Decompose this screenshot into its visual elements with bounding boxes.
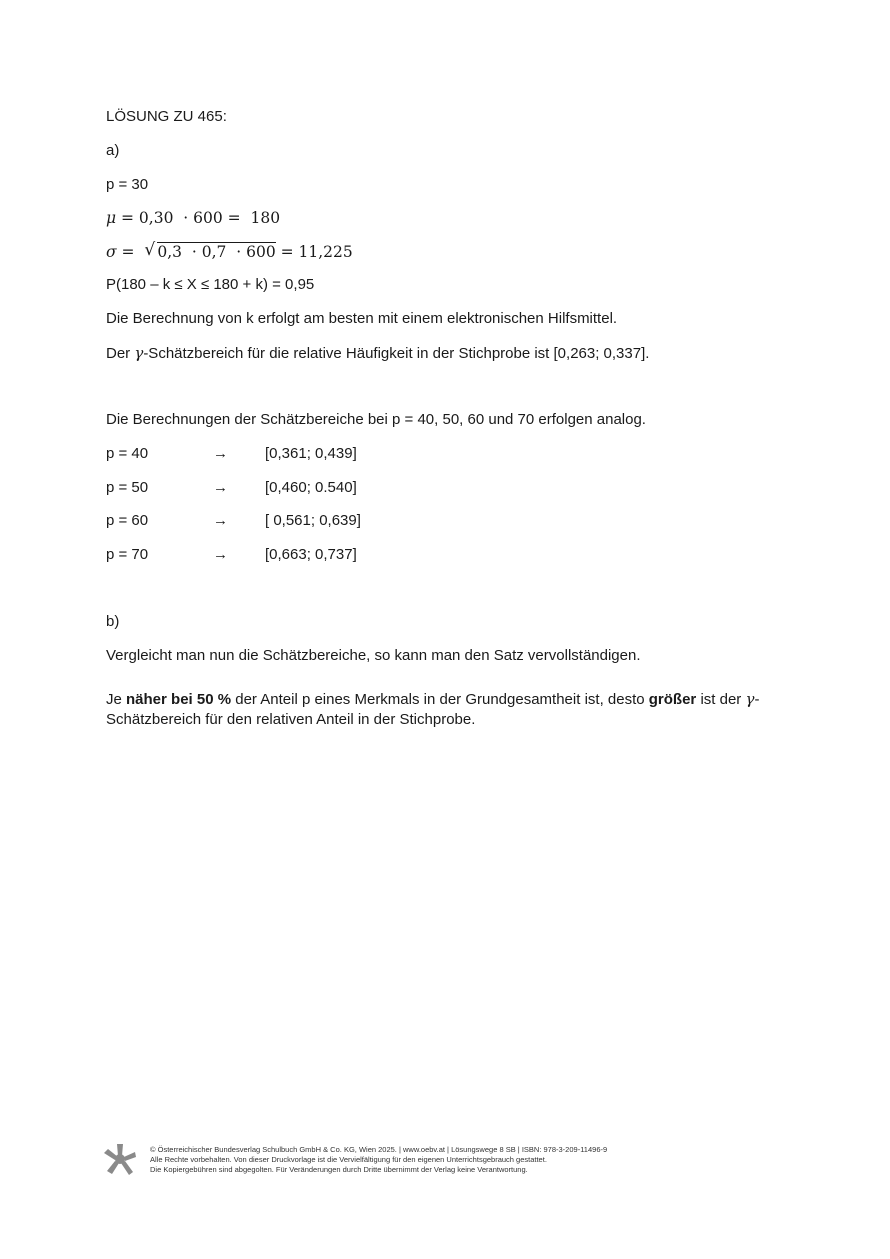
sigma-symbol: σ xyxy=(106,243,117,261)
conclusion-after: ist der xyxy=(696,691,746,708)
arrow-right-icon: → xyxy=(213,479,228,496)
compare-note: Vergleicht man nun die Schätzbereiche, so kann man den Satz vervollständigen. xyxy=(106,647,641,664)
conclusion-line-1 xyxy=(106,689,759,710)
result-row xyxy=(106,511,361,531)
result-row xyxy=(106,478,357,498)
conclusion-line-2: Schätzbereich für den relativen Anteil in der Stichprobe. xyxy=(106,711,476,728)
range-result-pre: Der xyxy=(106,345,135,362)
p-value-line: p = 30 xyxy=(106,176,149,193)
gamma-symbol: γ xyxy=(745,690,755,708)
arrow-right-icon: → xyxy=(213,546,228,563)
sigma-equation-post: = 11,225 xyxy=(275,243,353,261)
result-row xyxy=(106,444,357,464)
part-b-label: b) xyxy=(106,613,120,630)
publisher-logo-icon xyxy=(104,1144,136,1176)
conclusion-bold-larger: größer xyxy=(648,691,697,708)
range-result-post: -Schätzbereich für die relative Häufigkeit in der Stichprobe ist [0,263; 0,337]. xyxy=(143,345,650,362)
radical-sign-icon: √ xyxy=(144,240,156,260)
footer xyxy=(150,1145,607,1175)
square-root xyxy=(144,242,275,262)
mu-equation xyxy=(106,208,280,228)
footer-rights: Alle Rechte vorbehalten. Von dieser Druckvorlage ist die Vervielfältigung für den eigenen Unterrichtsgebrauch gestattet. xyxy=(150,1155,547,1164)
conclusion-mid: der Anteil p eines Merkmals in der Grundgesamtheit ist, desto xyxy=(231,691,649,708)
row-interval: [0,361; 0,439] xyxy=(265,445,357,462)
conclusion-bold-closer: näher bei 50 % xyxy=(126,691,232,708)
row-p: p = 40 xyxy=(106,445,149,462)
sigma-radicand: 0,3 · 0,7 · 600 xyxy=(157,243,276,261)
arrow-right-icon: → xyxy=(213,512,228,529)
row-interval: [ 0,561; 0,639] xyxy=(265,512,361,529)
probability-line: P(180 – k ≤ X ≤ 180 + k) = 0,95 xyxy=(106,276,315,293)
sigma-equation xyxy=(106,242,353,262)
analog-note: Die Berechnungen der Schätzbereiche bei p = 40, 50, 60 und 70 erfolgen analog. xyxy=(106,411,646,428)
arrow-right-icon: → xyxy=(213,445,228,462)
gamma-symbol: γ xyxy=(134,344,144,362)
sigma-equation-pre: = xyxy=(116,243,145,261)
footer-copyright: © Österreichischer Bundesverlag Schulbuch GmbH & Co. KG, Wien 2025. | www.oebv.at | Lösungswege 8 SB | ISBN: 978-3-209-11496-9 xyxy=(150,1145,608,1154)
row-p: p = 50 xyxy=(106,479,149,496)
row-interval: [0,663; 0,737] xyxy=(265,546,357,563)
mu-equation-text: = 0,30 · 600 = 180 xyxy=(116,209,281,227)
footer-disclaimer: Die Kopiergebühren sind abgegolten. Für Veränderungen durch Dritte übernimmt der Verlag keine Verantwortung. xyxy=(150,1165,528,1174)
part-a-label: a) xyxy=(106,142,120,159)
calculation-note: Die Berechnung von k erfolgt am besten mit einem elektronischen Hilfsmittel. xyxy=(106,310,618,327)
mu-symbol: μ xyxy=(106,209,117,227)
row-p: p = 60 xyxy=(106,512,149,529)
conclusion-je: Je xyxy=(106,691,127,708)
row-interval: [0,460; 0.540] xyxy=(265,479,357,496)
range-result xyxy=(106,343,649,364)
row-p: p = 70 xyxy=(106,546,149,563)
solution-heading: LÖSUNG ZU 465: xyxy=(106,108,227,125)
result-row xyxy=(106,545,357,565)
conclusion-dash: - xyxy=(754,691,760,708)
